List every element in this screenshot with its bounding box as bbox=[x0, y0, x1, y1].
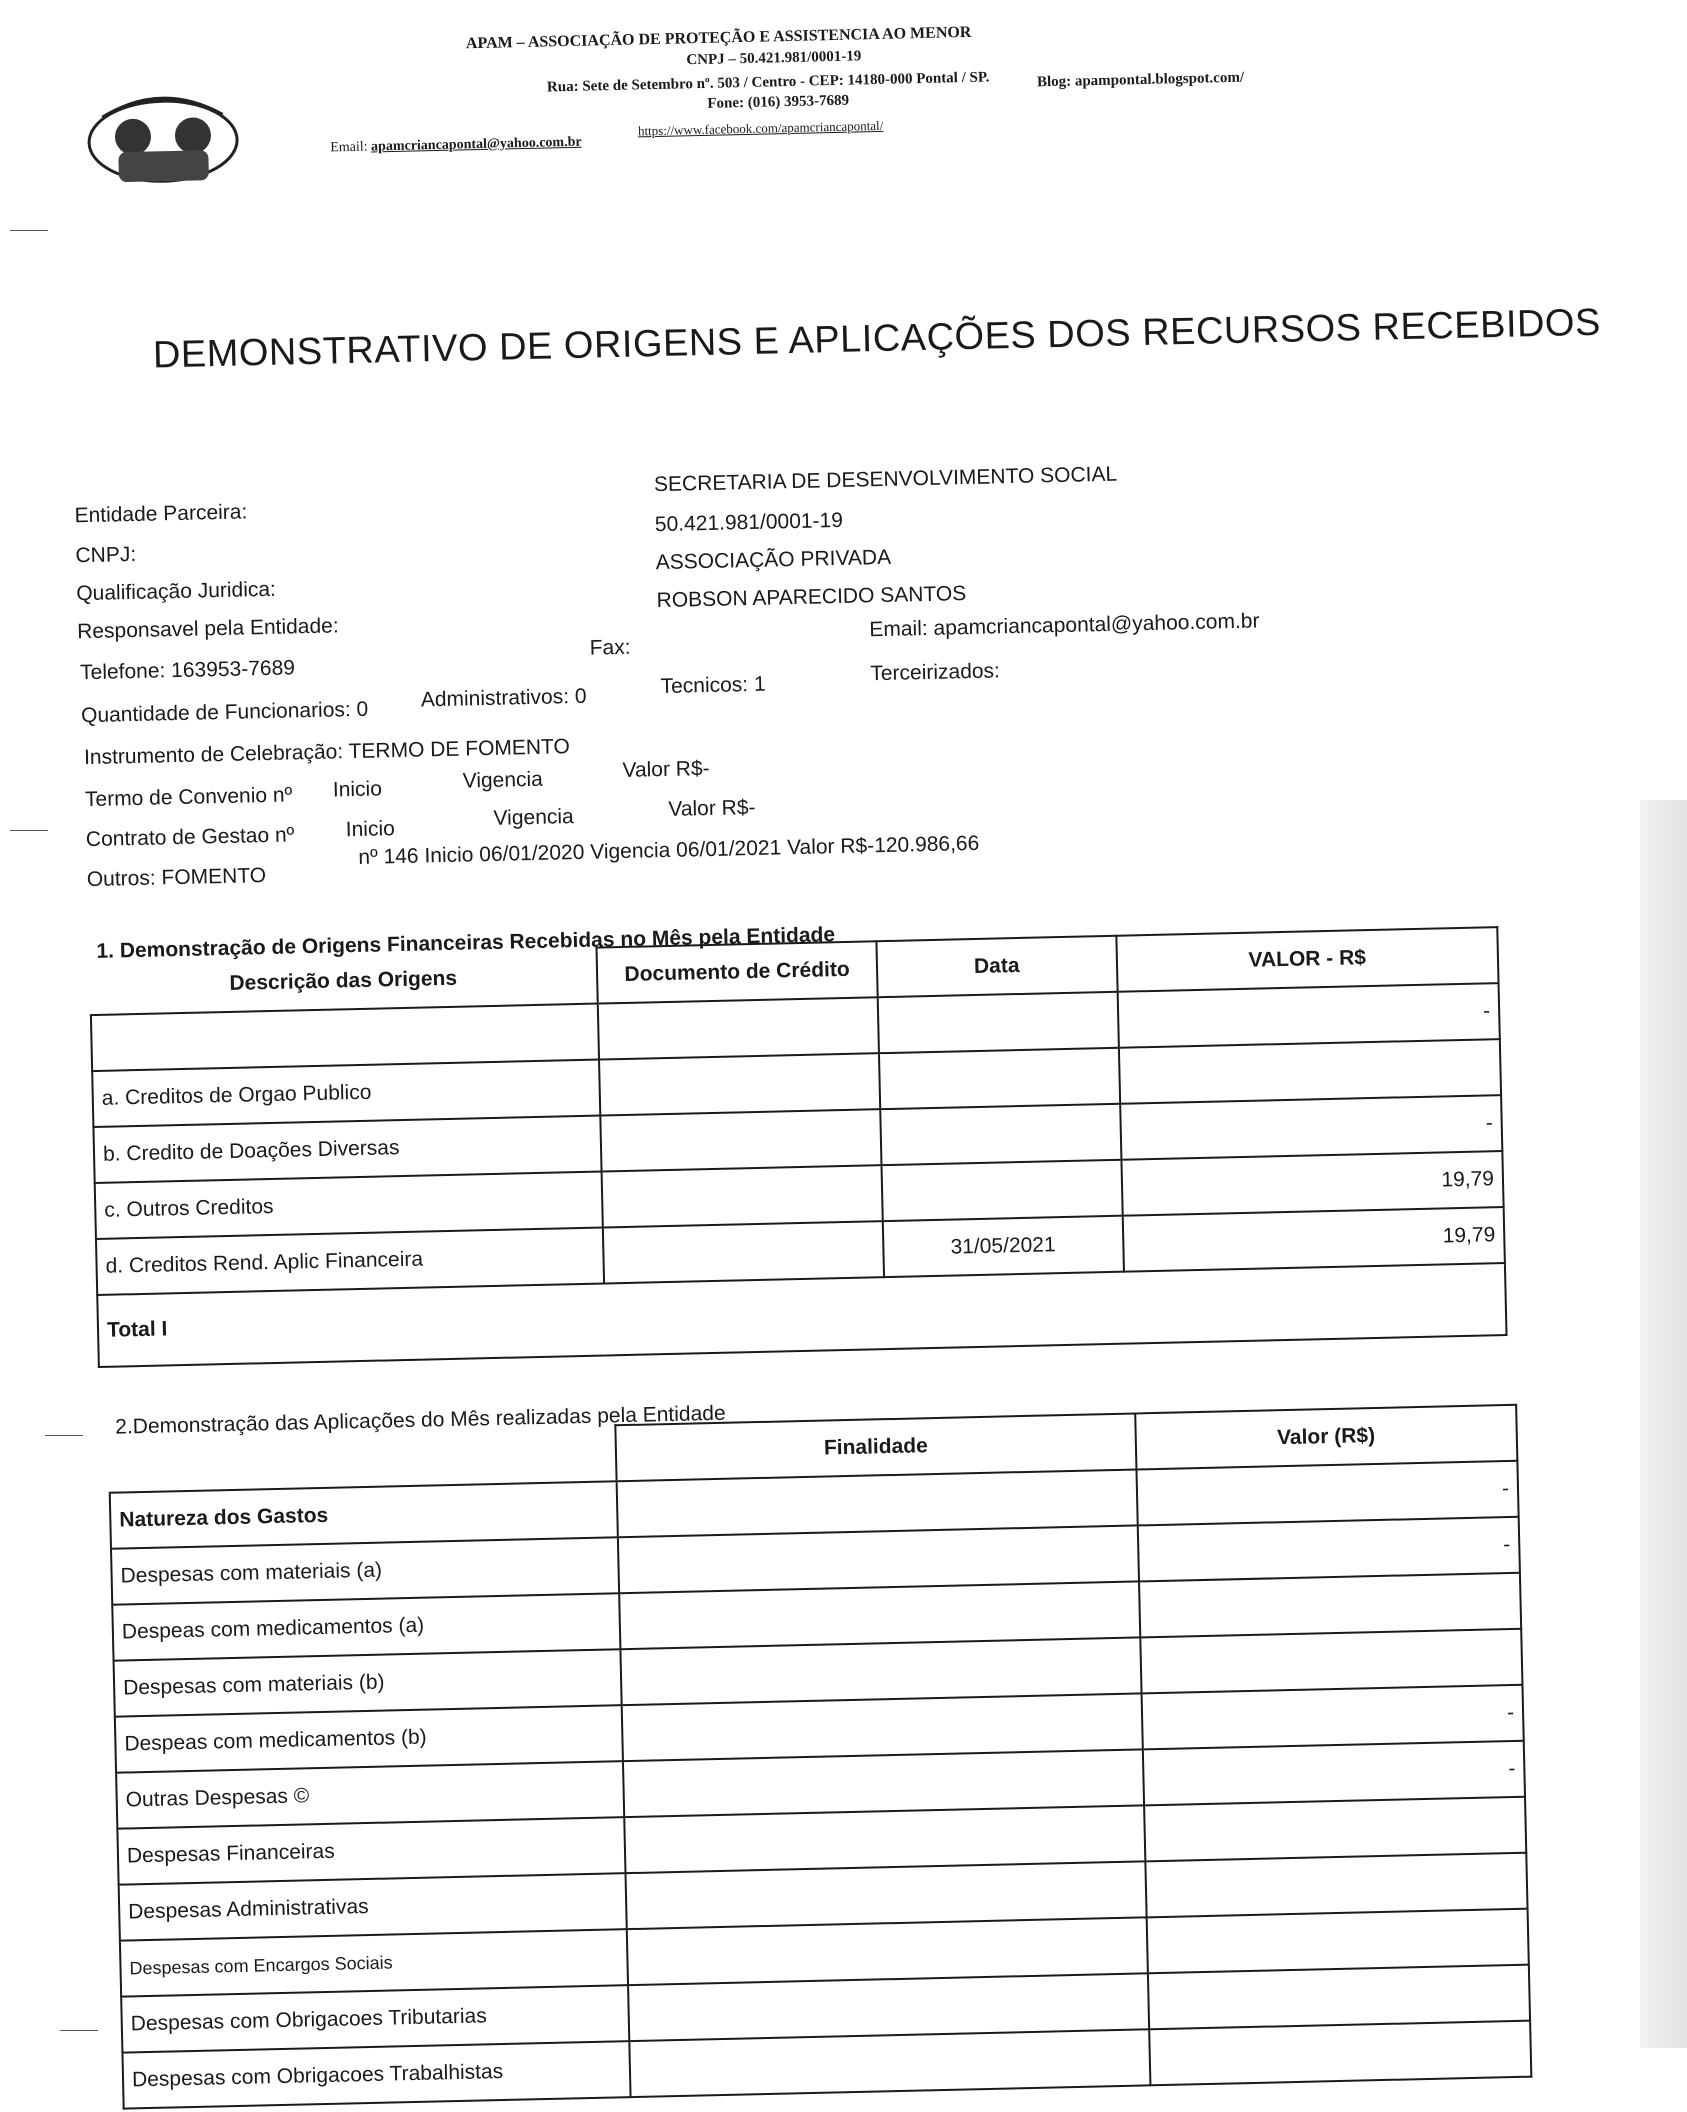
data-cell bbox=[879, 1048, 1120, 1109]
valor-cell: - bbox=[1142, 1741, 1525, 1806]
valor-cell: - bbox=[1136, 1461, 1519, 1526]
responsavel-label: Responsavel pela Entidade: bbox=[76, 614, 339, 644]
desc-cell: d. Creditos Rend. Aplic Financeira bbox=[96, 1228, 604, 1295]
natureza-cell: Despeas com medicamentos (a) bbox=[112, 1593, 620, 1660]
contrato-label: Contrato de Gestao nº bbox=[85, 823, 295, 852]
org-address: Rua: Sete de Setembro nº. 503 / Centro - CEP: 14180-000 Pontal / SP. bbox=[546, 69, 990, 96]
col-finalidade: Finalidade bbox=[616, 1413, 1136, 1481]
natureza-cell: Despesas com Obrigacoes Trabalhistas bbox=[122, 2041, 630, 2108]
funcionarios: Quantidade de Funcionarios: 0 bbox=[80, 697, 369, 728]
qualificacao-value: ASSOCIAÇÃO PRIVADA bbox=[655, 545, 892, 575]
tecnicos: Tecnicos: 1 bbox=[660, 672, 766, 699]
valor-cell bbox=[1139, 1573, 1522, 1638]
data-cell bbox=[878, 992, 1119, 1053]
desc-cell: c. Outros Creditos bbox=[95, 1172, 603, 1239]
doc-cell bbox=[602, 1165, 883, 1227]
margin-mark bbox=[10, 830, 48, 831]
telefone: Telefone: 163953-7689 bbox=[79, 656, 296, 685]
apam-logo bbox=[82, 84, 244, 198]
org-blog: Blog: apampontal.blogspot.com/ bbox=[1036, 69, 1245, 91]
natureza-cell: Despesas Administrativas bbox=[119, 1873, 627, 1940]
doc-cell bbox=[603, 1221, 884, 1283]
fax-label: Fax: bbox=[589, 635, 631, 660]
data-cell: 31/05/2021 bbox=[883, 1216, 1124, 1277]
qualificacao-label: Qualificação Juridica: bbox=[76, 577, 277, 606]
data-cell bbox=[881, 1160, 1122, 1221]
valor-cell bbox=[1140, 1629, 1523, 1694]
natureza-cell: Despesas com materiais (b) bbox=[114, 1649, 622, 1716]
aplicacoes-table bbox=[107, 1401, 1532, 2110]
valor-cell: - bbox=[1137, 1517, 1520, 1582]
org-email-line bbox=[330, 135, 582, 157]
org-email-link[interactable]: apamcriancapontal@yahoo.com.br bbox=[370, 134, 582, 155]
valor-cell bbox=[1147, 1965, 1530, 2030]
entidade-label: Entidade Parceira: bbox=[74, 500, 248, 528]
total-label: Total I bbox=[97, 1263, 1506, 1367]
col-valor: Valor (R$) bbox=[1135, 1405, 1518, 1470]
termo-valor: Valor R$- bbox=[622, 756, 710, 782]
valor-cell: - bbox=[1120, 1095, 1503, 1160]
entidade-value: SECRETARIA DE DESENVOLVIMENTO SOCIAL bbox=[653, 462, 1118, 497]
email-info: Email: apamcriancapontal@yahoo.com.br bbox=[869, 609, 1260, 642]
natureza-cell: Despeas com medicamentos (b) bbox=[115, 1705, 623, 1772]
valor-cell bbox=[1144, 1797, 1527, 1862]
terceirizados: Terceirizados: bbox=[870, 659, 1001, 686]
col-documento: Documento de Crédito bbox=[597, 941, 878, 1003]
natureza-cell: Despesas Financeiras bbox=[117, 1817, 625, 1884]
document-title: DEMONSTRATIVO DE ORIGENS E APLICAÇÕES DOS RECURSOS RECEBIDOS bbox=[152, 301, 1602, 377]
org-email-label: Email: bbox=[330, 139, 368, 156]
natureza-cell: Outras Despesas © bbox=[116, 1761, 624, 1828]
administrativos: Administrativos: 0 bbox=[420, 684, 587, 712]
contrato-inicio: Inicio bbox=[345, 817, 396, 842]
data-cell bbox=[880, 1104, 1121, 1165]
cnpj-label: CNPJ: bbox=[75, 542, 137, 568]
valor-cell bbox=[1149, 2021, 1532, 2086]
col-data: Data bbox=[876, 936, 1117, 997]
natureza-cell: Despesas com materiais (a) bbox=[111, 1537, 619, 1604]
org-facebook-link[interactable]: https://www.facebook.com/apamcriancapontal/ bbox=[637, 117, 884, 139]
org-cnpj: CNPJ – 50.421.981/0001-19 bbox=[686, 48, 862, 69]
valor-cell: 19,79 bbox=[1122, 1207, 1505, 1272]
margin-mark bbox=[45, 1435, 83, 1436]
margin-mark bbox=[60, 2030, 98, 2031]
col-descricao: Descrição das Origens bbox=[90, 948, 598, 1015]
valor-cell: - bbox=[1141, 1685, 1524, 1750]
finalidade-cell bbox=[630, 2029, 1150, 2097]
instrumento-celebracao: Instrumento de Celebração: TERMO DE FOMENTO bbox=[83, 735, 571, 770]
outros-label: Outros: FOMENTO bbox=[86, 864, 267, 892]
doc-cell bbox=[598, 997, 879, 1059]
doc-cell bbox=[599, 1053, 880, 1115]
contrato-vigencia: Vigencia bbox=[493, 805, 574, 830]
valor-cell bbox=[1119, 1039, 1502, 1104]
margin-mark bbox=[10, 230, 48, 231]
termo-label: Termo de Convenio nº bbox=[84, 783, 293, 812]
org-name: APAM – ASSOCIAÇÃO DE PROTEÇÃO E ASSISTENCIA AO MENOR bbox=[465, 23, 972, 53]
letterhead bbox=[75, 0, 1279, 206]
desc-cell: a. Creditos de Orgao Publico bbox=[92, 1060, 600, 1127]
natureza-cell: Despesas com Encargos Sociais bbox=[120, 1929, 628, 1996]
termo-inicio: Inicio bbox=[332, 777, 383, 802]
org-phone: Fone: (016) 3953-7689 bbox=[707, 92, 850, 112]
valor-cell bbox=[1146, 1909, 1529, 1974]
scan-edge-shadow bbox=[1640, 800, 1687, 2048]
table1-caption: 1. Demonstração de Origens Financeiras Recebidas no Mês pela Entidade bbox=[96, 923, 836, 963]
col-valor: VALOR - R$ bbox=[1116, 927, 1499, 992]
table2-caption: 2.Demonstração das Aplicações do Mês realizadas pela Entidade bbox=[114, 1401, 726, 1439]
doc-cell bbox=[600, 1109, 881, 1171]
contrato-valor: Valor R$- bbox=[668, 795, 756, 821]
cnpj-value: 50.421.981/0001-19 bbox=[654, 508, 844, 537]
natureza-cell: Natureza dos Gastos bbox=[110, 1481, 618, 1548]
valor-cell: 19,79 bbox=[1121, 1151, 1504, 1216]
outros-detail: nº 146 Inicio 06/01/2020 Vigencia 06/01/2021 Valor R$-120.986,66 bbox=[358, 831, 980, 869]
termo-vigencia: Vigencia bbox=[462, 767, 544, 793]
valor-cell bbox=[1145, 1853, 1528, 1918]
natureza-cell: Despesas com Obrigacoes Tributarias bbox=[121, 1985, 629, 2052]
valor-cell: - bbox=[1117, 983, 1500, 1048]
responsavel-value: ROBSON APARECIDO SANTOS bbox=[656, 582, 967, 613]
origens-table bbox=[89, 926, 1508, 1368]
desc-cell: b. Credito de Doações Diversas bbox=[93, 1116, 601, 1183]
